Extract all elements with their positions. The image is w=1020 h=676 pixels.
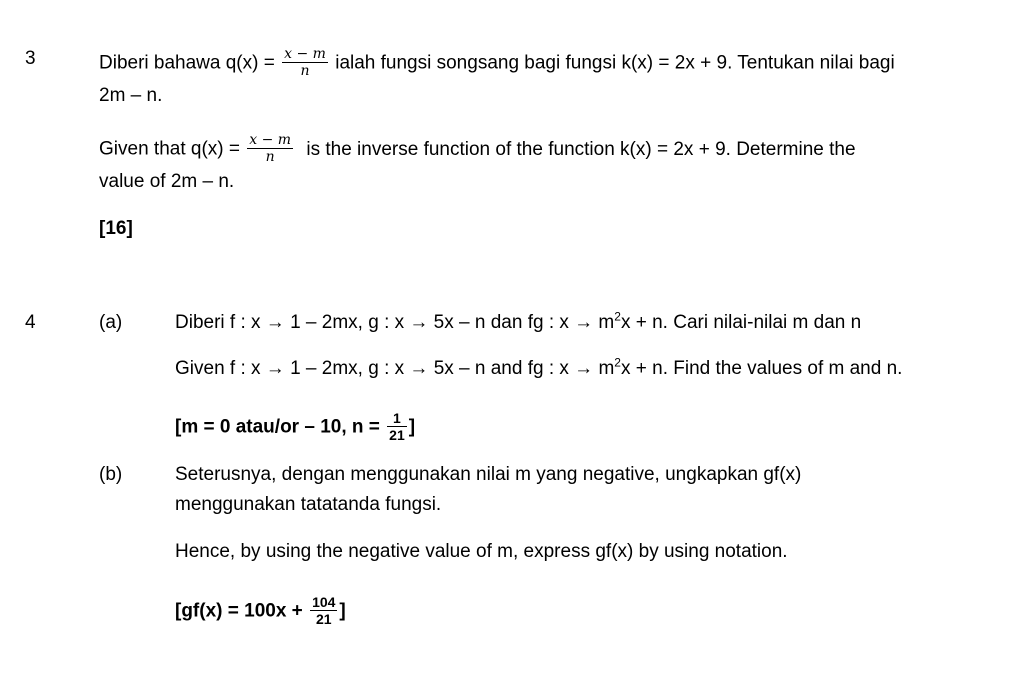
q4a-malay-pre: Diberi f : x → 1 – 2mx, g : x → 5x – n dan fg : x → m [175,312,615,333]
superscript: 2 [614,355,621,370]
fraction-numerator: x − m [249,132,292,148]
question-4b-answer [175,596,346,627]
q3-fraction-malay [282,47,328,78]
fraction-numerator: 104 [312,594,336,610]
fraction-numerator: 1 [393,410,401,426]
question-4a-label: (a) [99,312,123,333]
question-4b-malay-line-1: Seterusnya, dengan menggunakan nilai m yang negative, ungkapkan gf(x) [175,464,802,485]
q3-malay-text-b: ialah fungsi songsang bagi fungsi k(x) = 2x + 9. Tentukan nilai bagi [335,52,895,74]
q4b-answer-pre: [gf(x) = 100x + [175,600,303,622]
q3-fraction-english [247,133,293,164]
question-4b-malay-line-2: menggunakan tatatanda fungsi. [175,494,442,515]
q3-english-text-b: is the inverse function of the function k(x) = 2x + 9. Determine the [306,138,856,160]
q3-malay-text-a: Diberi bahawa q(x) = [99,52,275,74]
question-4b-english: Hence, by using the negative value of m, express gf(x) by using notation. [175,541,788,562]
fraction-denominator: n [300,63,310,79]
q4b-answer-post: ] [339,600,346,622]
question-3-answer: [16] [99,218,133,239]
q4b-answer-fraction [310,595,337,626]
fraction-numerator: x − m [284,46,326,62]
q4a-english-pre: Given f : x → 1 – 2mx, g : x → 5x – n and fg : x → m [175,358,615,379]
q3-english-text-a: Given that q(x) = [99,138,240,160]
q4a-malay-post: x + n. Cari nilai-nilai m dan n [620,312,862,333]
q4a-english-post: x + n. Find the values of m and n. [620,358,903,379]
question-3-english-line-1 [99,134,856,165]
question-3-number: 3 [25,48,36,69]
question-4a-english [175,355,903,380]
fraction-denominator: n [265,149,275,165]
question-3-english-line-2: value of 2m – n. [99,171,235,192]
question-4b-label: (b) [99,464,123,485]
question-3-malay-line-2: 2m – n. [99,85,163,106]
question-4-number: 4 [25,312,36,333]
fraction-denominator: 21 [389,427,405,443]
q4a-answer-fraction [387,411,407,442]
question-3-malay-line-1 [99,48,895,79]
superscript: 2 [614,309,621,324]
question-4a-malay [175,309,862,334]
fraction-denominator: 21 [315,611,332,627]
question-4a-answer [175,412,415,443]
q4a-answer-pre: [m = 0 atau/or – 10, n = [175,416,380,438]
q4a-answer-post: ] [408,416,416,438]
